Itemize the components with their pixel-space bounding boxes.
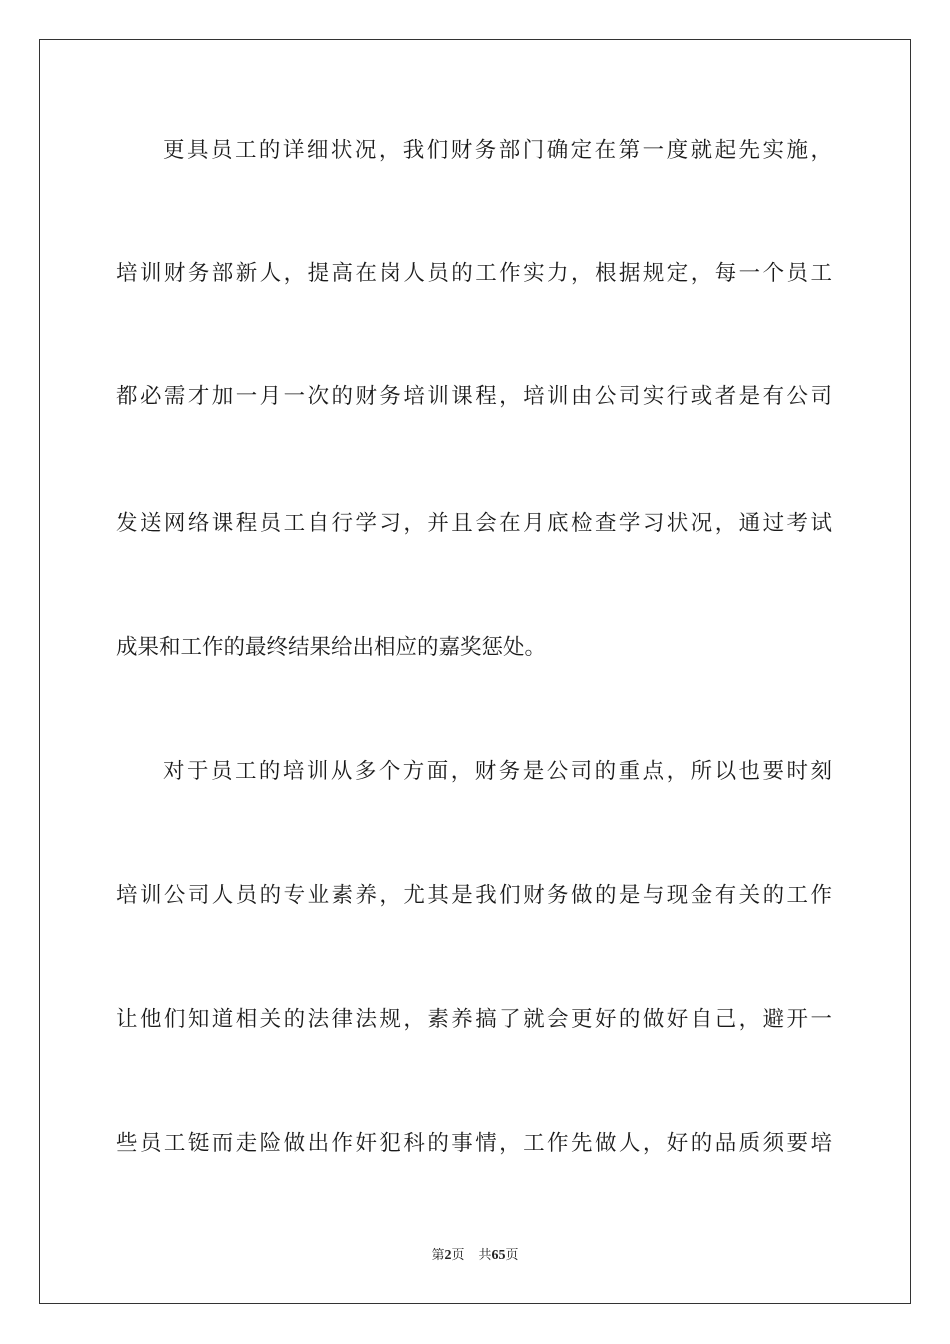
paragraph-1-line-4: 发送网络课程员工自行学习，并且会在月底检查学习状况，通过考试 (116, 511, 832, 536)
page-number: 2 (444, 1248, 452, 1263)
paragraph-2-line-2: 培训公司人员的专业素养，尤其是我们财务做的是与现金有关的工作 (116, 883, 832, 908)
page-footer (0, 1247, 950, 1265)
paragraph-2-line-3: 让他们知道相关的法律法规，素养搞了就会更好的做好自己，避开一 (116, 1007, 832, 1032)
paragraph-2-line-4: 些员工铤而走险做出作奸犯科的事情，工作先做人，好的品质须要培 (116, 1131, 832, 1156)
total-prefix: 共 (478, 1248, 492, 1263)
paragraph-1-line-1: 更具员工的详细状况，我们财务部门确定在第一度就起先实施， (163, 138, 832, 163)
page-border (39, 39, 911, 1304)
total-pages: 65 (491, 1248, 506, 1263)
page-suffix: 页 (451, 1248, 465, 1263)
paragraph-1-line-2: 培训财务部新人，提高在岗人员的工作实力，根据规定，每一个员工 (116, 261, 832, 286)
paragraph-2-line-1: 对于员工的培训从多个方面，财务是公司的重点，所以也要时刻 (163, 759, 832, 784)
paragraph-1-line-5: 成果和工作的最终结果给出相应的嘉奖惩处。 (116, 635, 547, 660)
paragraph-1-line-3: 都必需才加一月一次的财务培训课程，培训由公司实行或者是有公司 (116, 384, 832, 409)
total-suffix: 页 (505, 1248, 519, 1263)
page-prefix: 第 (431, 1248, 445, 1263)
